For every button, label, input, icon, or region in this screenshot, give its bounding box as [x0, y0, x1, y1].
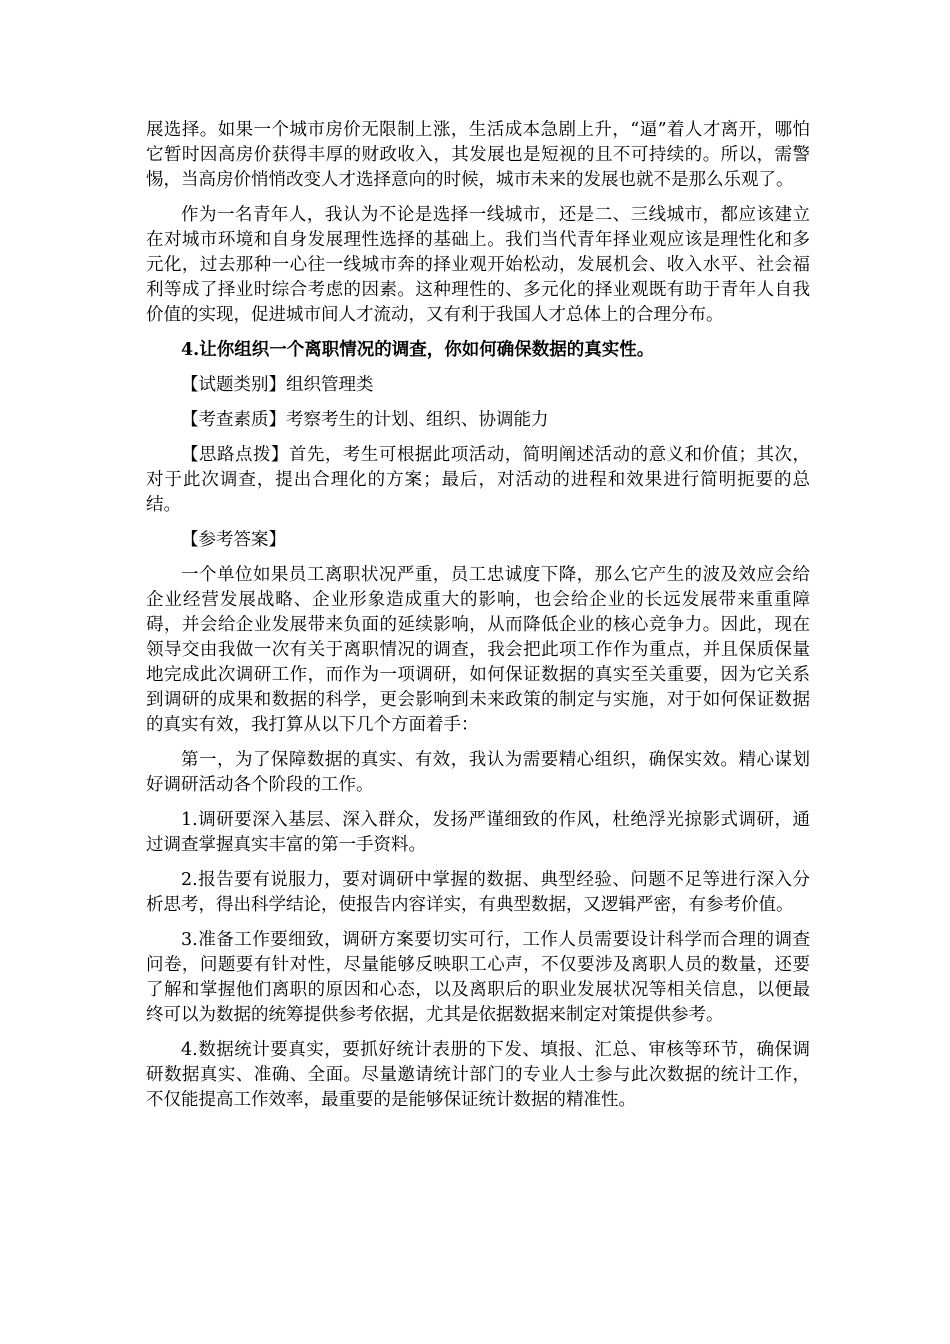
answer-item-4: 4.数据统计要真实，要抓好统计表册的下发、填报、汇总、审核等环节，确保调研数据真实、准确、全面。尽量邀请统计部门的专业人士参与此次数据的统计工作，不仅能提高工作效率，最重要的是能够保证统计数据的精准性。: [146, 1040, 810, 1110]
question-heading: 4.让你组织一个离职情况的调查，你如何确保数据的真实性。: [181, 340, 655, 360]
answer-first-point: 第一，为了保障数据的真实、有效，我认为需要精心组织，确保实效。精心谋划好调研活动各个阶段的工作。: [146, 750, 810, 795]
paragraph-continuation: 展选择。如果一个城市房价无限制上涨，生活成本急剧上升，“逼”着人才离开，哪怕它暂时因高房价获得丰厚的财政收入，其发展也是短视的且不可持续的。所以，需警惕，当高房价悄悄改变人才选择意向的时候，城市未来的发展也就不是那么乐观了。: [146, 120, 810, 190]
paragraph-youth-view: 作为一名青年人，我认为不论是选择一线城市，还是二、三线城市，都应该建立在对城市环境和自身发展理性选择的基础上。我们当代青年择业观应该是理性化和多元化，过去那种一心往一线城市奔的择业观开始松动，发展机会、收入水平、社会福利等成了择业时综合考虑的因素。这种理性的、多元化的择业观既有助于青年人自我价值的实现，促进城市间人才流动，又有利于我国人才总体上的合理分布。: [146, 205, 810, 325]
answer-item-2: 2.报告要有说服力，要对调研中掌握的数据、典型经验、问题不足等进行深入分析思考，得出科学结论，使报告内容详实，有典型数据，又逻辑严密，有参考价值。: [146, 870, 810, 915]
answer-item-1: 1.调研要深入基层、深入群众，发扬严谨细致的作风，杜绝浮光掠影式调研，通过调查掌握真实丰富的第一手资料。: [146, 810, 810, 855]
answer-label: 【参考答案】: [181, 530, 286, 550]
question-category: 【试题类别】组织管理类: [181, 375, 374, 395]
question-quality: 【考查素质】考察考生的计划、组织、协调能力: [181, 410, 549, 430]
question-hint: 【思路点拨】首先，考生可根据此项活动，简明阐述活动的意义和价值；其次，对于此次调查，提出合理化的方案；最后，对活动的进程和效果进行简明扼要的总结。: [146, 445, 810, 515]
answer-intro: 一个单位如果员工离职状况严重，员工忠诚度下降，那么它产生的波及效应会给企业经营发展战略、企业形象造成重大的影响，也会给企业的长远发展带来重重障碍，并会给企业发展带来负面的延续影响，从而降低企业的核心竞争力。因此，现在领导交由我做一次有关于离职情况的调查，我会把此项工作作为重点，并且保质保量地完成此次调研工作，而作为一项调研，如何保证数据的真实至关重要，因为它关系到调研的成果和数据的科学，更会影响到未来政策的制定与实施，对于如何保证数据的真实有效，我打算从以下几个方面着手：: [146, 565, 810, 735]
answer-item-3: 3.准备工作要细致，调研方案要切实可行，工作人员需要设计科学而合理的调查问卷，问题要有针对性，尽量能够反映职工心声，不仅要涉及离职人员的数量，还要了解和掌握他们离职的原因和心态，以及离职后的职业发展状况等相关信息，以便最终可以为数据的统筹提供参考依据，尤其是依据数据来制定对策提供参考。: [146, 930, 810, 1025]
document-page: [146, 118, 810, 1123]
